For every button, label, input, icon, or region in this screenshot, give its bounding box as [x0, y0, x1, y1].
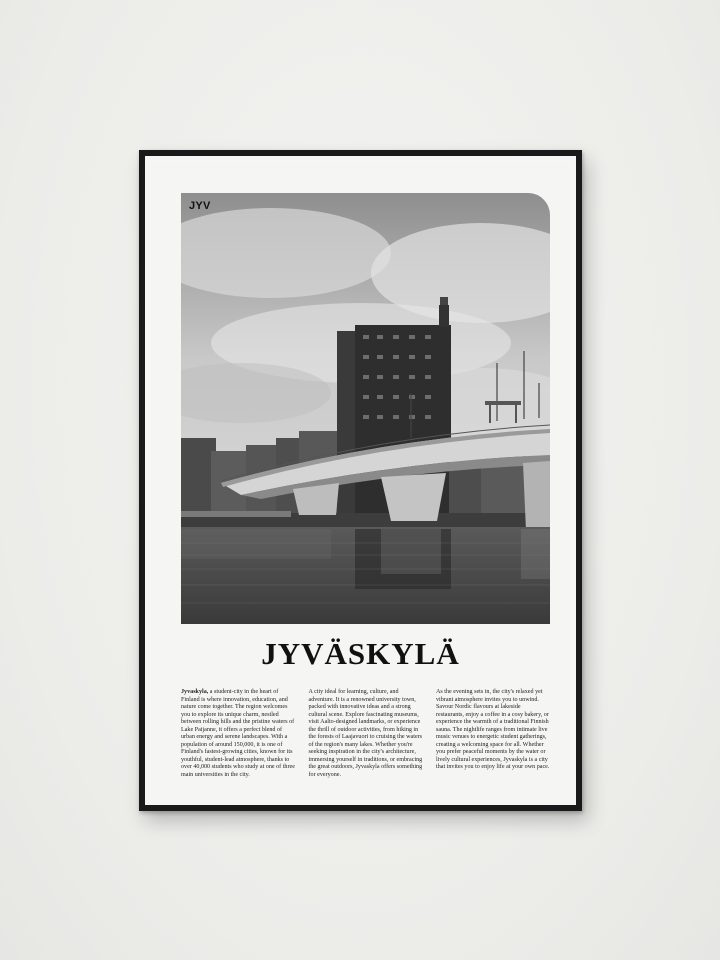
- description-column-1-text: a student-city in the heart of Finland is where innovation, education, and nature come together. The region welcomes you to explore its unique charm, nestled between rolling hills and the pristine waters of Lake Paijanne, it offers a perfect blend of urban energy and serene landscapes. With a population of around 150,000, it is one of Finland's fastest-growing cities, known for its youthful, student-lead atmosphere, thanks to over 40,000 students who study at one of three main universities in the city.: [181, 689, 295, 778]
- description-column-2: A city ideal for learning, culture, and adventure. It is a renowned university town, packed with innovative ideas and a strong cultural scene. Explore fascinating museums, visit Aalto-designed landmarks, or experience the thrill of outdoor activities, from hiking in the forests of Laajavuori to cruising the waters of the region's many lakes. Whether you're seeking inspiration in the city's architecture, immersing yourself in traditions, or embracing the great outdoors, Jyvaskyla offers something for everyone.: [308, 689, 423, 778]
- bridge-photo: [181, 193, 550, 624]
- poster-frame: [139, 150, 582, 811]
- poster-title: JYVÄSKYLÄ: [261, 636, 460, 671]
- description-columns: [181, 689, 550, 779]
- description-column-3: As the evening sets in, the city's relaxed yet vibrant atmosphere invites you to unwind. Savour Nordic flavours at lakeside restaurants, enjoy a coffee in a cosy bakery, or experience the warmth of a traditional Finnish sauna. The nightlife ranges from intimate live music venues to energetic student gatherings, creating a welcoming space for all. Whether you prefer peaceful moments by the water or lively cultural experiences, Jyvaskyla is a city that invites you to enjoy life at your own pace.: [436, 689, 550, 770]
- description-lead: Jyvaskyla,: [181, 689, 209, 695]
- description-column-1: [181, 689, 295, 779]
- poster-paper: [151, 162, 570, 799]
- city-code-tag: JYV: [189, 200, 211, 212]
